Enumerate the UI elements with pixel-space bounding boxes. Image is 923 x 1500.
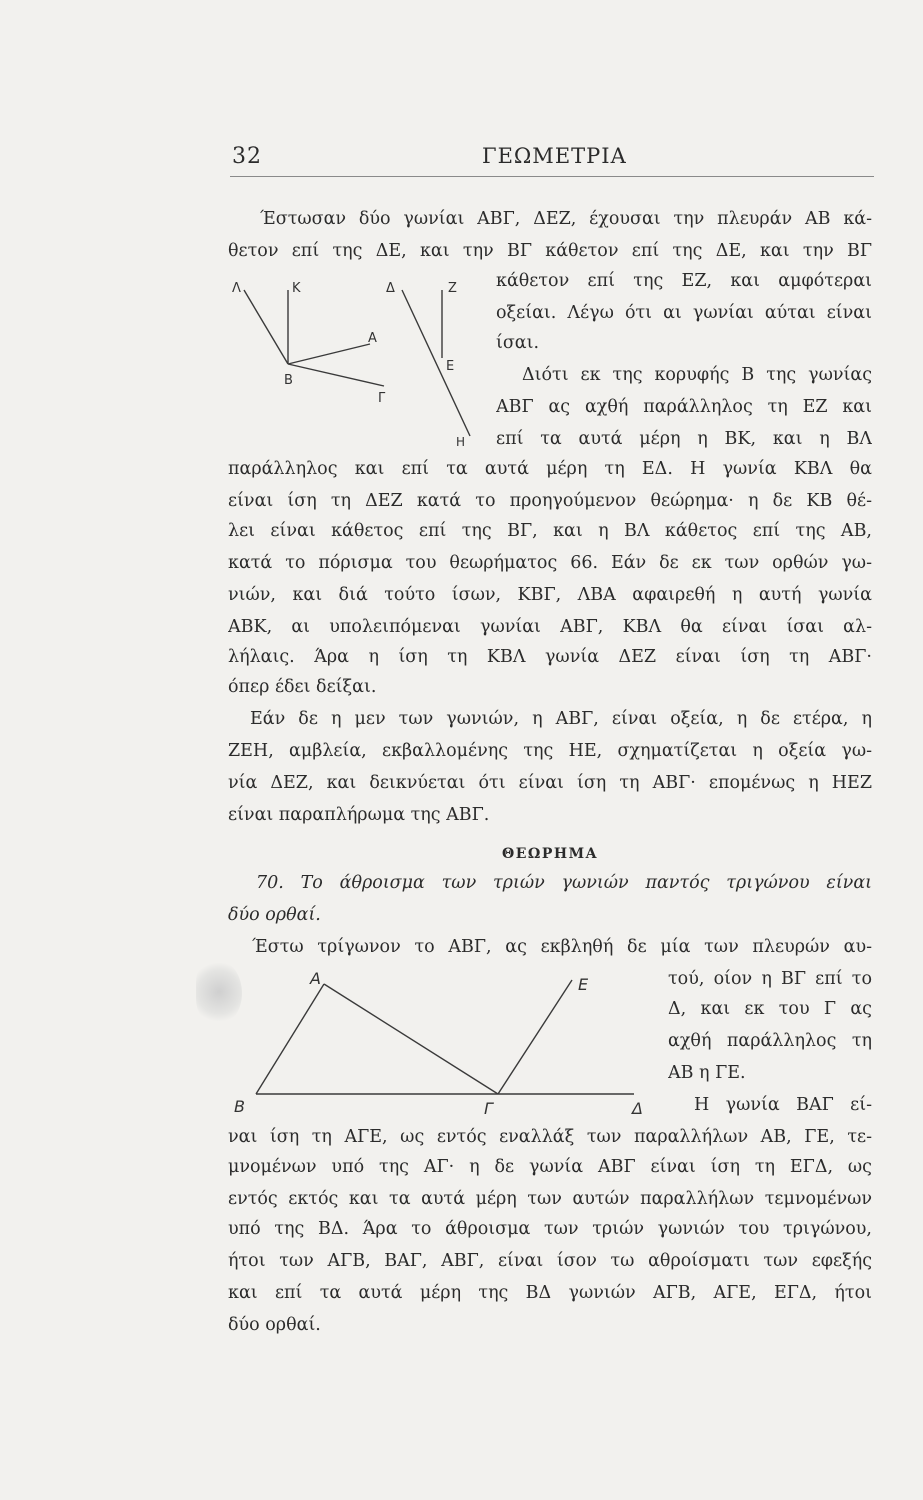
figure-triangle (226, 966, 646, 1124)
text-line: Έστωσαν δύο γωνίαι ΑΒΓ, ΔΕΖ, έχουσαι την πλευράν ΑΒ κά- (260, 209, 872, 229)
theorem-statement: 70. Το άθροισμα των τριών γωνιών παντός τριγώνου είναι (256, 873, 872, 893)
text-line: όπερ έδει δείξαι. (228, 677, 377, 697)
text-line: ΑΒ η ΓΕ. (668, 1063, 746, 1083)
text-line: ήτοι των ΑΓΒ, ΒΑΓ, ΑΒΓ, είναι ίσον τω αθροίσματι των εφεξής (228, 1251, 872, 1271)
running-title: ΓΕΩΜΕΤΡΙΑ (482, 144, 627, 168)
label-beta: Β (234, 1097, 245, 1116)
text-line: ΑΒΓ ας αχθή παράλληλος τη ΕΖ και (496, 397, 872, 417)
text-line: κατά το πόρισμα του θεωρήματος 66. Εάν δε εκ των ορθών γω- (228, 553, 872, 573)
text-line: μνομένων υπό της ΑΓ· η δε γωνία ΑΒΓ είναι ίση τη ΕΓΔ, ως (228, 1157, 872, 1177)
text-line: Η γωνία ΒΑΓ εί- (694, 1095, 872, 1115)
text-line: είναι ίση τη ΔΕΖ κατά το προηγούμενον θεώρημα· η δε ΚΒ θέ- (228, 491, 872, 511)
text-line: λήλαις. Άρα η ίση τη ΚΒΛ γωνία ΔΕΖ είναι ίση τη ΑΒΓ· (228, 647, 872, 667)
text-line: και επί τα αυτά μέρη της ΒΔ γωνιών ΑΓΒ, ΑΓΕ, ΕΓΔ, ήτοι (228, 1283, 872, 1303)
label-zeta: Ζ (448, 281, 457, 296)
text-line: ΖΕΗ, αμβλεία, εκβαλλομένης της ΗΕ, σχηματίζεται η οξεία γω- (228, 741, 872, 761)
page-number: 32 (232, 144, 262, 169)
text-line: Εάν δε η μεν των γωνιών, η ΑΒΓ, είναι οξεία, η δε ετέρα, η (250, 709, 872, 729)
label-delta: Δ (386, 281, 395, 296)
text-line: ίσαι. (496, 333, 540, 353)
label-alpha: Α (310, 969, 321, 988)
text-line: είναι παραπλήρωμα της ΑΒΓ. (228, 805, 490, 825)
label-delta: Δ (632, 1099, 643, 1118)
label-eta: Η (456, 435, 466, 449)
text-line: λει είναι κάθετος επί της ΒΓ, και η ΒΛ κάθετος επί της ΑΒ, (228, 521, 872, 541)
text-line: νιών, και διά τούτο ίσων, ΚΒΓ, ΛΒΑ αφαιρεθή η αυτή γωνία (228, 585, 872, 605)
theorem-heading: ΘΕΩΡΗΜΑ (502, 846, 598, 862)
label-lambda: Λ (232, 281, 241, 296)
text-line: ΑΒΚ, αι υπολειπόμεναι γωνίαι ΑΒΓ, ΚΒΛ θα είναι ίσαι αλ- (228, 617, 872, 637)
text-line: κάθετον επί της ΕΖ, και αμφότεραι (496, 271, 872, 291)
text-line: παράλληλος και επί τα αυτά μέρη τη ΕΔ. Η γωνία ΚΒΛ θα (228, 459, 872, 479)
text-line: Έστω τρίγωνον το ΑΒΓ, ας εκβληθή δε μία των πλευρών αυ- (252, 937, 872, 957)
text-line: ναι ίση τη ΑΓΕ, ως εντός εναλλάξ των παραλλήλων ΑΒ, ΓΕ, τε- (228, 1127, 872, 1147)
header-rule (230, 176, 874, 177)
theorem-statement: δύο ορθαί. (228, 905, 321, 925)
label-epsilon: Ε (578, 975, 589, 994)
text-line: αχθή παράλληλος τη (668, 1031, 872, 1051)
text-line: τού, οίον η ΒΓ επί το (668, 969, 872, 989)
text-line: Δ, και εκ του Γ ας (668, 999, 872, 1019)
text-line: νία ΔΕΖ, και δεικνύεται ότι είναι ίση τη ΑΒΓ· επομένως η ΗΕΖ (228, 773, 872, 793)
label-kappa: Κ (292, 281, 301, 296)
text-line: επί τα αυτά μέρη η ΒΚ, και η ΒΛ (496, 429, 872, 449)
label-gamma: Γ (484, 1099, 493, 1118)
figure-angles (226, 268, 496, 450)
label-gamma: Γ (378, 391, 386, 406)
page-stain (196, 960, 242, 1024)
text-line: εντός εκτός και τα αυτά μέρη των αυτών παραλλήλων τεμνομένων (228, 1189, 872, 1209)
label-alpha: Α (368, 331, 377, 346)
text-line: θετον επί της ΔΕ, και την ΒΓ κάθετον επί της ΔΕ, και την ΒΓ (228, 241, 872, 261)
text-line: Διότι εκ της κορυφής Β της γωνίας (522, 365, 872, 385)
text-line: δύο ορθαί. (228, 1315, 321, 1335)
label-epsilon: Ε (446, 359, 455, 374)
page-header (232, 144, 872, 176)
text-line: υπό της ΒΔ. Άρα το άθροισμα των τριών γωνιών του τριγώνου, (228, 1219, 872, 1239)
text-line: οξείαι. Λέγω ότι αι γωνίαι αύται είναι (496, 303, 872, 323)
label-beta: Β (284, 373, 293, 388)
